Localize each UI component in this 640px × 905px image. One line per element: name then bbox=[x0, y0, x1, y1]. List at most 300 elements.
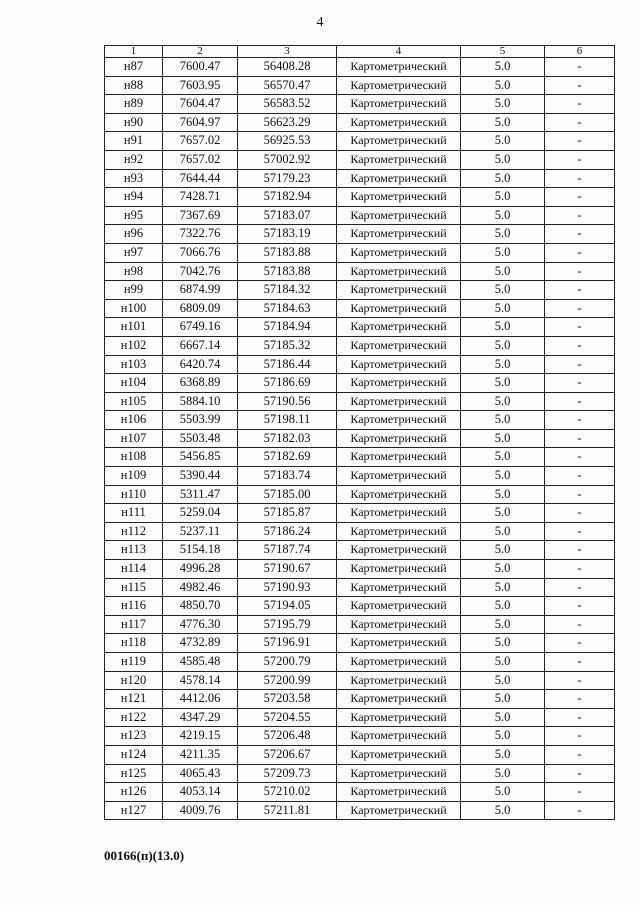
page-number: 4 bbox=[316, 15, 324, 30]
point-id-cell: н88 bbox=[105, 76, 163, 95]
method-cell: Картометрический bbox=[337, 262, 461, 281]
y-coordinate-cell: 57194.05 bbox=[238, 597, 337, 616]
header-col-2: 2 bbox=[163, 46, 238, 58]
y-coordinate-cell: 57186.44 bbox=[238, 355, 337, 374]
method-cell: Картометрический bbox=[337, 76, 461, 95]
table-row bbox=[105, 522, 615, 541]
point-id-cell: н118 bbox=[105, 634, 163, 653]
table-row bbox=[105, 262, 615, 281]
accuracy-cell: 5.0 bbox=[461, 467, 545, 486]
header-col-4: 4 bbox=[337, 46, 461, 58]
accuracy-cell: 5.0 bbox=[461, 615, 545, 634]
x-coordinate-cell: 4578.14 bbox=[163, 671, 238, 690]
method-cell: Картометрический bbox=[337, 132, 461, 151]
x-coordinate-cell: 4982.46 bbox=[163, 578, 238, 597]
accuracy-cell: 5.0 bbox=[461, 764, 545, 783]
method-cell: Картометрический bbox=[337, 411, 461, 430]
table-row bbox=[105, 597, 615, 616]
y-coordinate-cell: 57184.32 bbox=[238, 281, 337, 300]
point-id-cell: н103 bbox=[105, 355, 163, 374]
table-row bbox=[105, 132, 615, 151]
table-row bbox=[105, 634, 615, 653]
point-id-cell: н97 bbox=[105, 243, 163, 262]
x-coordinate-cell: 5503.99 bbox=[163, 411, 238, 430]
y-coordinate-cell: 57184.94 bbox=[238, 318, 337, 337]
point-id-cell: н98 bbox=[105, 262, 163, 281]
point-id-cell: н117 bbox=[105, 615, 163, 634]
point-id-cell: н114 bbox=[105, 560, 163, 579]
accuracy-cell: 5.0 bbox=[461, 411, 545, 430]
accuracy-cell: 5.0 bbox=[461, 243, 545, 262]
x-coordinate-cell: 4053.14 bbox=[163, 783, 238, 802]
note-cell: - bbox=[545, 783, 615, 802]
accuracy-cell: 5.0 bbox=[461, 132, 545, 151]
x-coordinate-cell: 6667.14 bbox=[163, 336, 238, 355]
x-coordinate-cell: 4996.28 bbox=[163, 560, 238, 579]
point-id-cell: н127 bbox=[105, 801, 163, 820]
x-coordinate-cell: 7603.95 bbox=[163, 76, 238, 95]
x-coordinate-cell: 6420.74 bbox=[163, 355, 238, 374]
note-cell: - bbox=[545, 671, 615, 690]
y-coordinate-cell: 57203.58 bbox=[238, 690, 337, 709]
x-coordinate-cell: 7644.44 bbox=[163, 169, 238, 188]
y-coordinate-cell: 57211.81 bbox=[238, 801, 337, 820]
x-coordinate-cell: 4412.06 bbox=[163, 690, 238, 709]
y-coordinate-cell: 57185.87 bbox=[238, 504, 337, 523]
y-coordinate-cell: 57206.67 bbox=[238, 745, 337, 764]
x-coordinate-cell: 6809.09 bbox=[163, 299, 238, 318]
accuracy-cell: 5.0 bbox=[461, 560, 545, 579]
point-id-cell: н111 bbox=[105, 504, 163, 523]
accuracy-cell: 5.0 bbox=[461, 801, 545, 820]
method-cell: Картометрический bbox=[337, 485, 461, 504]
y-coordinate-cell: 57190.67 bbox=[238, 560, 337, 579]
method-cell: Картометрический bbox=[337, 429, 461, 448]
y-coordinate-cell: 56583.52 bbox=[238, 95, 337, 114]
method-cell: Картометрический bbox=[337, 392, 461, 411]
method-cell: Картометрический bbox=[337, 336, 461, 355]
accuracy-cell: 5.0 bbox=[461, 150, 545, 169]
coordinates-table bbox=[104, 45, 615, 820]
point-id-cell: н123 bbox=[105, 727, 163, 746]
point-id-cell: н102 bbox=[105, 336, 163, 355]
accuracy-cell: 5.0 bbox=[461, 783, 545, 802]
y-coordinate-cell: 57183.07 bbox=[238, 206, 337, 225]
method-cell: Картометрический bbox=[337, 150, 461, 169]
method-cell: Картометрический bbox=[337, 671, 461, 690]
table-row bbox=[105, 392, 615, 411]
note-cell: - bbox=[545, 132, 615, 151]
note-cell: - bbox=[545, 411, 615, 430]
note-cell: - bbox=[545, 374, 615, 393]
table-row bbox=[105, 150, 615, 169]
document-code: 00166(п)(13.0) bbox=[104, 848, 185, 863]
method-cell: Картометрический bbox=[337, 541, 461, 560]
note-cell: - bbox=[545, 634, 615, 653]
x-coordinate-cell: 7604.47 bbox=[163, 95, 238, 114]
point-id-cell: н100 bbox=[105, 299, 163, 318]
method-cell: Картометрический bbox=[337, 299, 461, 318]
note-cell: - bbox=[545, 355, 615, 374]
method-cell: Картометрический bbox=[337, 318, 461, 337]
point-id-cell: н89 bbox=[105, 95, 163, 114]
accuracy-cell: 5.0 bbox=[461, 76, 545, 95]
point-id-cell: н101 bbox=[105, 318, 163, 337]
point-id-cell: н93 bbox=[105, 169, 163, 188]
method-cell: Картометрический bbox=[337, 243, 461, 262]
x-coordinate-cell: 7428.71 bbox=[163, 188, 238, 207]
y-coordinate-cell: 57179.23 bbox=[238, 169, 337, 188]
point-id-cell: н99 bbox=[105, 281, 163, 300]
x-coordinate-cell: 5154.18 bbox=[163, 541, 238, 560]
table-row bbox=[105, 243, 615, 262]
coordinates-table-container bbox=[104, 45, 615, 820]
method-cell: Картометрический bbox=[337, 225, 461, 244]
note-cell: - bbox=[545, 541, 615, 560]
y-coordinate-cell: 57002.92 bbox=[238, 150, 337, 169]
x-coordinate-cell: 7657.02 bbox=[163, 132, 238, 151]
accuracy-cell: 5.0 bbox=[461, 634, 545, 653]
table-body bbox=[105, 58, 615, 820]
accuracy-cell: 5.0 bbox=[461, 671, 545, 690]
table-row bbox=[105, 188, 615, 207]
y-coordinate-cell: 57209.73 bbox=[238, 764, 337, 783]
table-row bbox=[105, 578, 615, 597]
y-coordinate-cell: 57210.02 bbox=[238, 783, 337, 802]
method-cell: Картометрический bbox=[337, 188, 461, 207]
accuracy-cell: 5.0 bbox=[461, 727, 545, 746]
y-coordinate-cell: 57186.69 bbox=[238, 374, 337, 393]
point-id-cell: н90 bbox=[105, 113, 163, 132]
accuracy-cell: 5.0 bbox=[461, 541, 545, 560]
method-cell: Картометрический bbox=[337, 653, 461, 672]
table-row bbox=[105, 411, 615, 430]
method-cell: Картометрический bbox=[337, 615, 461, 634]
y-coordinate-cell: 57183.19 bbox=[238, 225, 337, 244]
note-cell: - bbox=[545, 281, 615, 300]
table-row bbox=[105, 58, 615, 77]
note-cell: - bbox=[545, 727, 615, 746]
x-coordinate-cell: 7367.69 bbox=[163, 206, 238, 225]
method-cell: Картометрический bbox=[337, 764, 461, 783]
accuracy-cell: 5.0 bbox=[461, 745, 545, 764]
note-cell: - bbox=[545, 485, 615, 504]
note-cell: - bbox=[545, 113, 615, 132]
point-id-cell: н110 bbox=[105, 485, 163, 504]
y-coordinate-cell: 57190.93 bbox=[238, 578, 337, 597]
accuracy-cell: 5.0 bbox=[461, 448, 545, 467]
table-row bbox=[105, 429, 615, 448]
table-row bbox=[105, 355, 615, 374]
x-coordinate-cell: 5311.47 bbox=[163, 485, 238, 504]
y-coordinate-cell: 57183.74 bbox=[238, 467, 337, 486]
method-cell: Картометрический bbox=[337, 522, 461, 541]
y-coordinate-cell: 57184.63 bbox=[238, 299, 337, 318]
point-id-cell: н120 bbox=[105, 671, 163, 690]
method-cell: Картометрический bbox=[337, 169, 461, 188]
x-coordinate-cell: 6874.99 bbox=[163, 281, 238, 300]
note-cell: - bbox=[545, 578, 615, 597]
note-cell: - bbox=[545, 58, 615, 77]
table-row bbox=[105, 448, 615, 467]
method-cell: Картометрический bbox=[337, 745, 461, 764]
method-cell: Картометрический bbox=[337, 504, 461, 523]
y-coordinate-cell: 57195.79 bbox=[238, 615, 337, 634]
point-id-cell: н107 bbox=[105, 429, 163, 448]
y-coordinate-cell: 57206.48 bbox=[238, 727, 337, 746]
accuracy-cell: 5.0 bbox=[461, 169, 545, 188]
note-cell: - bbox=[545, 522, 615, 541]
accuracy-cell: 5.0 bbox=[461, 653, 545, 672]
note-cell: - bbox=[545, 597, 615, 616]
table-row bbox=[105, 336, 615, 355]
note-cell: - bbox=[545, 206, 615, 225]
point-id-cell: н116 bbox=[105, 597, 163, 616]
accuracy-cell: 5.0 bbox=[461, 355, 545, 374]
note-cell: - bbox=[545, 318, 615, 337]
table-row bbox=[105, 783, 615, 802]
x-coordinate-cell: 5259.04 bbox=[163, 504, 238, 523]
point-id-cell: н91 bbox=[105, 132, 163, 151]
point-id-cell: н106 bbox=[105, 411, 163, 430]
accuracy-cell: 5.0 bbox=[461, 597, 545, 616]
table-row bbox=[105, 113, 615, 132]
note-cell: - bbox=[545, 504, 615, 523]
accuracy-cell: 5.0 bbox=[461, 281, 545, 300]
y-coordinate-cell: 57198.11 bbox=[238, 411, 337, 430]
accuracy-cell: 5.0 bbox=[461, 299, 545, 318]
accuracy-cell: 5.0 bbox=[461, 504, 545, 523]
method-cell: Картометрический bbox=[337, 206, 461, 225]
table-row bbox=[105, 374, 615, 393]
table-row bbox=[105, 727, 615, 746]
note-cell: - bbox=[545, 262, 615, 281]
method-cell: Картометрический bbox=[337, 708, 461, 727]
accuracy-cell: 5.0 bbox=[461, 429, 545, 448]
method-cell: Картометрический bbox=[337, 783, 461, 802]
header-col-6: 6 bbox=[545, 46, 615, 58]
point-id-cell: н119 bbox=[105, 653, 163, 672]
table-row bbox=[105, 801, 615, 820]
point-id-cell: н124 bbox=[105, 745, 163, 764]
table-row bbox=[105, 745, 615, 764]
point-id-cell: н109 bbox=[105, 467, 163, 486]
accuracy-cell: 5.0 bbox=[461, 690, 545, 709]
y-coordinate-cell: 56408.28 bbox=[238, 58, 337, 77]
point-id-cell: н121 bbox=[105, 690, 163, 709]
method-cell: Картометрический bbox=[337, 634, 461, 653]
x-coordinate-cell: 4732.89 bbox=[163, 634, 238, 653]
x-coordinate-cell: 5456.85 bbox=[163, 448, 238, 467]
method-cell: Картометрический bbox=[337, 355, 461, 374]
note-cell: - bbox=[545, 615, 615, 634]
point-id-cell: н125 bbox=[105, 764, 163, 783]
x-coordinate-cell: 4347.29 bbox=[163, 708, 238, 727]
point-id-cell: н115 bbox=[105, 578, 163, 597]
method-cell: Картометрический bbox=[337, 281, 461, 300]
accuracy-cell: 5.0 bbox=[461, 95, 545, 114]
note-cell: - bbox=[545, 299, 615, 318]
note-cell: - bbox=[545, 169, 615, 188]
x-coordinate-cell: 4776.30 bbox=[163, 615, 238, 634]
y-coordinate-cell: 57187.74 bbox=[238, 541, 337, 560]
y-coordinate-cell: 57183.88 bbox=[238, 262, 337, 281]
x-coordinate-cell: 4065.43 bbox=[163, 764, 238, 783]
point-id-cell: н87 bbox=[105, 58, 163, 77]
table-row bbox=[105, 225, 615, 244]
header-col-5: 5 bbox=[461, 46, 545, 58]
point-id-cell: н126 bbox=[105, 783, 163, 802]
note-cell: - bbox=[545, 392, 615, 411]
accuracy-cell: 5.0 bbox=[461, 262, 545, 281]
note-cell: - bbox=[545, 188, 615, 207]
y-coordinate-cell: 56570.47 bbox=[238, 76, 337, 95]
x-coordinate-cell: 5237.11 bbox=[163, 522, 238, 541]
x-coordinate-cell: 5884.10 bbox=[163, 392, 238, 411]
header-row bbox=[105, 46, 615, 58]
x-coordinate-cell: 7657.02 bbox=[163, 150, 238, 169]
table-row bbox=[105, 485, 615, 504]
note-cell: - bbox=[545, 95, 615, 114]
x-coordinate-cell: 6749.16 bbox=[163, 318, 238, 337]
point-id-cell: н92 bbox=[105, 150, 163, 169]
y-coordinate-cell: 57186.24 bbox=[238, 522, 337, 541]
accuracy-cell: 5.0 bbox=[461, 374, 545, 393]
header-col-3: 3 bbox=[238, 46, 337, 58]
point-id-cell: н122 bbox=[105, 708, 163, 727]
table-row bbox=[105, 169, 615, 188]
accuracy-cell: 5.0 bbox=[461, 522, 545, 541]
note-cell: - bbox=[545, 801, 615, 820]
header-col-1: 1 bbox=[105, 46, 163, 58]
x-coordinate-cell: 6368.89 bbox=[163, 374, 238, 393]
table-row bbox=[105, 95, 615, 114]
note-cell: - bbox=[545, 653, 615, 672]
x-coordinate-cell: 7066.76 bbox=[163, 243, 238, 262]
method-cell: Картометрический bbox=[337, 727, 461, 746]
note-cell: - bbox=[545, 745, 615, 764]
x-coordinate-cell: 7322.76 bbox=[163, 225, 238, 244]
y-coordinate-cell: 56925.53 bbox=[238, 132, 337, 151]
point-id-cell: н104 bbox=[105, 374, 163, 393]
note-cell: - bbox=[545, 336, 615, 355]
method-cell: Картометрический bbox=[337, 560, 461, 579]
x-coordinate-cell: 5503.48 bbox=[163, 429, 238, 448]
x-coordinate-cell: 4219.15 bbox=[163, 727, 238, 746]
method-cell: Картометрический bbox=[337, 597, 461, 616]
y-coordinate-cell: 57182.94 bbox=[238, 188, 337, 207]
table-row bbox=[105, 708, 615, 727]
x-coordinate-cell: 4585.48 bbox=[163, 653, 238, 672]
note-cell: - bbox=[545, 467, 615, 486]
point-id-cell: н108 bbox=[105, 448, 163, 467]
y-coordinate-cell: 57196.91 bbox=[238, 634, 337, 653]
note-cell: - bbox=[545, 560, 615, 579]
y-coordinate-cell: 57183.88 bbox=[238, 243, 337, 262]
note-cell: - bbox=[545, 708, 615, 727]
y-coordinate-cell: 57190.56 bbox=[238, 392, 337, 411]
accuracy-cell: 5.0 bbox=[461, 225, 545, 244]
point-id-cell: н105 bbox=[105, 392, 163, 411]
table-row bbox=[105, 690, 615, 709]
method-cell: Картометрический bbox=[337, 690, 461, 709]
note-cell: - bbox=[545, 76, 615, 95]
note-cell: - bbox=[545, 764, 615, 783]
note-cell: - bbox=[545, 448, 615, 467]
y-coordinate-cell: 57182.69 bbox=[238, 448, 337, 467]
table-row bbox=[105, 671, 615, 690]
y-coordinate-cell: 57200.79 bbox=[238, 653, 337, 672]
y-coordinate-cell: 57182.03 bbox=[238, 429, 337, 448]
table-header bbox=[105, 46, 615, 58]
accuracy-cell: 5.0 bbox=[461, 318, 545, 337]
point-id-cell: н94 bbox=[105, 188, 163, 207]
table-row bbox=[105, 653, 615, 672]
method-cell: Картометрический bbox=[337, 448, 461, 467]
method-cell: Картометрический bbox=[337, 578, 461, 597]
table-row bbox=[105, 206, 615, 225]
method-cell: Картометрический bbox=[337, 801, 461, 820]
x-coordinate-cell: 5390.44 bbox=[163, 467, 238, 486]
x-coordinate-cell: 7042.76 bbox=[163, 262, 238, 281]
table-row bbox=[105, 76, 615, 95]
note-cell: - bbox=[545, 690, 615, 709]
accuracy-cell: 5.0 bbox=[461, 58, 545, 77]
table-row bbox=[105, 318, 615, 337]
table-row bbox=[105, 504, 615, 523]
accuracy-cell: 5.0 bbox=[461, 708, 545, 727]
y-coordinate-cell: 57200.99 bbox=[238, 671, 337, 690]
point-id-cell: н95 bbox=[105, 206, 163, 225]
table-row bbox=[105, 615, 615, 634]
accuracy-cell: 5.0 bbox=[461, 188, 545, 207]
table-row bbox=[105, 299, 615, 318]
note-cell: - bbox=[545, 243, 615, 262]
y-coordinate-cell: 57185.32 bbox=[238, 336, 337, 355]
x-coordinate-cell: 4009.76 bbox=[163, 801, 238, 820]
accuracy-cell: 5.0 bbox=[461, 392, 545, 411]
table-row bbox=[105, 764, 615, 783]
method-cell: Картометрический bbox=[337, 58, 461, 77]
point-id-cell: н113 bbox=[105, 541, 163, 560]
x-coordinate-cell: 4211.35 bbox=[163, 745, 238, 764]
table-row bbox=[105, 560, 615, 579]
y-coordinate-cell: 57185.00 bbox=[238, 485, 337, 504]
method-cell: Картометрический bbox=[337, 113, 461, 132]
accuracy-cell: 5.0 bbox=[461, 206, 545, 225]
table-row bbox=[105, 467, 615, 486]
accuracy-cell: 5.0 bbox=[461, 578, 545, 597]
x-coordinate-cell: 7600.47 bbox=[163, 58, 238, 77]
table-row bbox=[105, 541, 615, 560]
table-row bbox=[105, 281, 615, 300]
point-id-cell: н112 bbox=[105, 522, 163, 541]
method-cell: Картометрический bbox=[337, 467, 461, 486]
note-cell: - bbox=[545, 150, 615, 169]
x-coordinate-cell: 4850.70 bbox=[163, 597, 238, 616]
method-cell: Картометрический bbox=[337, 374, 461, 393]
note-cell: - bbox=[545, 225, 615, 244]
accuracy-cell: 5.0 bbox=[461, 113, 545, 132]
note-cell: - bbox=[545, 429, 615, 448]
y-coordinate-cell: 57204.55 bbox=[238, 708, 337, 727]
x-coordinate-cell: 7604.97 bbox=[163, 113, 238, 132]
y-coordinate-cell: 56623.29 bbox=[238, 113, 337, 132]
accuracy-cell: 5.0 bbox=[461, 336, 545, 355]
method-cell: Картометрический bbox=[337, 95, 461, 114]
accuracy-cell: 5.0 bbox=[461, 485, 545, 504]
point-id-cell: н96 bbox=[105, 225, 163, 244]
